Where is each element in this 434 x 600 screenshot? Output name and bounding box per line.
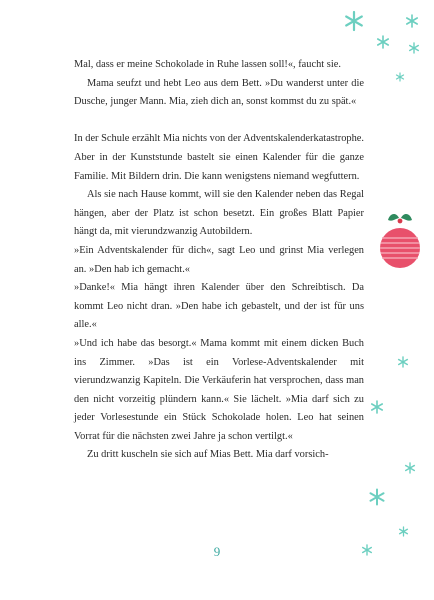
snowflake-icon xyxy=(343,10,365,32)
snowflake-icon xyxy=(404,462,416,474)
snowflake-icon xyxy=(405,14,419,28)
snowflake-icon xyxy=(368,488,386,506)
paragraph-7: »Und ich habe das besorgt.« Mama kommt mit einem dicken Buch ins Zimmer. »Das ist ein Vorlese-Adventskalender mit vierundzwanzig Kapiteln. Die Verkäuferin hat versprochen, dass man den nicht vorzeitig plündern kann.« Sie lächelt. »Mia darf sich zu jeder Vorlesestunde ein Stück Schokolade holen. Leo hat seinen Vorrat für die nächsten zwei Jahre ja schon vertilgt.« xyxy=(74,337,364,442)
paragraph-3: In der Schule erzählt Mia nichts von der Adventskalenderkatastrophe. Aber in der Kunststunde bastelt sie einen Kalender für die ganze Familie. Mit Bildern drin. Die kann wenigstens niemand wegfuttern. xyxy=(74,133,364,182)
snowflake-icon xyxy=(397,356,409,368)
paragraph-8: Zu dritt kuscheln sie sich auf Mias Bett. Mia darf vorsich- xyxy=(87,449,329,461)
paragraph-2: Mama seufzt und hebt Leo aus dem Bett. »Du wanderst unter die Dusche, junger Mann. Mia, zieh dich an, sonst kommst du zu spät.« xyxy=(74,77,364,108)
snowflake-icon xyxy=(395,72,405,82)
page-number: 9 xyxy=(213,544,221,559)
christmas-ornament-icon xyxy=(378,210,422,272)
paragraph-6: »Danke!« Mia hängt ihren Kalender über den Schreibtisch. Da kommt Leo nicht dran. »Den habe ich gebastelt, und der ist für uns alle.« xyxy=(74,282,364,331)
snowflake-icon xyxy=(408,42,420,54)
snowflake-icon xyxy=(398,526,409,537)
paragraph-4: Als sie nach Hause kommt, will sie den Kalender neben das Regal hängen, aber der Platz ist schon besetzt. Ein großes Blatt Papier hängt da, mit vierundzwanzig Autobildern. xyxy=(74,189,364,238)
paragraph-5: »Ein Adventskalender für dich«, sagt Leo und grinst Mia verlegen an. »Den hab ich gemacht.« xyxy=(74,244,364,275)
paragraph-1: Mal, dass er meine Schokolade in Ruhe lassen soll!«, faucht sie. xyxy=(74,59,341,70)
snowflake-icon xyxy=(376,35,390,49)
snowflake-icon xyxy=(370,400,384,414)
snowflake-icon xyxy=(361,544,373,556)
text-body xyxy=(74,56,364,465)
